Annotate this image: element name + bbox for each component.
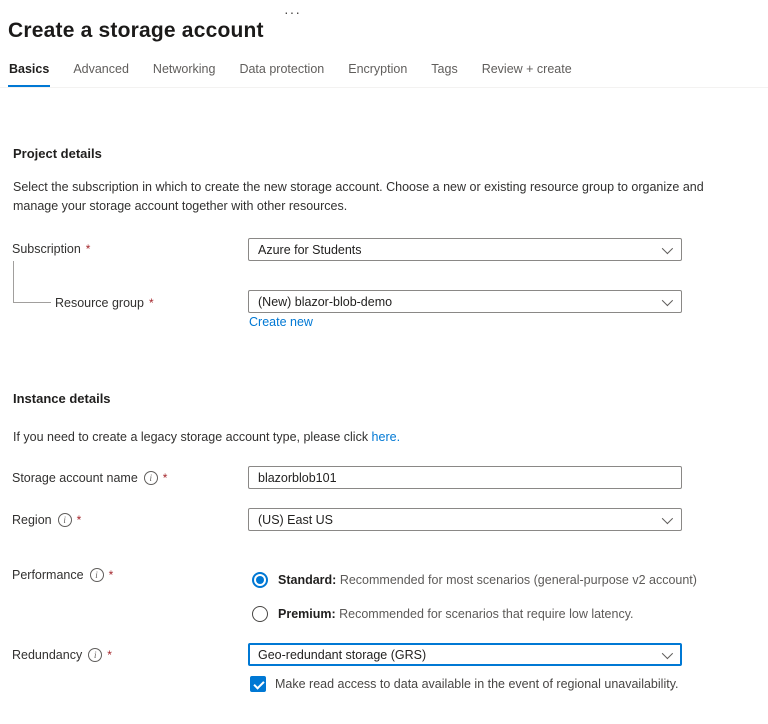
info-icon[interactable]: i (144, 471, 158, 485)
subscription-value: Azure for Students (258, 242, 362, 257)
tab-basics[interactable]: Basics (8, 60, 50, 87)
legacy-here-link[interactable]: here. (371, 430, 401, 444)
chevron-down-icon (662, 242, 673, 253)
tab-advanced[interactable]: Advanced (73, 62, 129, 76)
resource-group-label: Resource group * (55, 296, 154, 310)
page-title: Create a storage account (8, 19, 264, 43)
performance-label: Performance i * (12, 568, 114, 582)
more-options-icon[interactable]: ··· (284, 4, 301, 20)
chevron-down-icon (662, 647, 673, 658)
chevron-down-icon (662, 294, 673, 305)
read-access-checkbox-row[interactable] (250, 676, 679, 692)
performance-premium-text: Premium: Recommended for scenarios that require low latency. (278, 607, 634, 621)
tab-data-protection[interactable]: Data protection (239, 62, 325, 76)
required-asterisk: * (76, 513, 82, 527)
subscription-dropdown[interactable] (248, 238, 682, 261)
required-asterisk: * (107, 648, 112, 662)
info-icon[interactable]: i (88, 648, 102, 662)
resource-group-connector-line (13, 261, 51, 303)
redundancy-label: Redundancy i * (12, 648, 112, 662)
redundancy-value: Geo-redundant storage (GRS) (258, 647, 427, 662)
required-asterisk: * (148, 296, 154, 310)
tab-encryption[interactable]: Encryption (348, 62, 408, 76)
create-new-link[interactable]: Create new (249, 315, 313, 329)
storage-account-name-input[interactable] (248, 466, 682, 489)
radio-selected-icon[interactable] (252, 572, 268, 588)
project-details-description: Select the subscription in which to create the new storage account. Choose a new or existing resource group to organize and manage your storage account together with other resources. (13, 180, 704, 213)
performance-option-standard[interactable] (252, 572, 697, 588)
subscription-label: Subscription * (12, 242, 91, 256)
tab-networking[interactable]: Networking (152, 62, 216, 76)
chevron-down-icon (662, 512, 673, 523)
read-access-checkbox-label: Make read access to data available in the event of regional unavailability. (275, 677, 679, 691)
checkbox-checked-icon[interactable] (250, 676, 266, 692)
resource-group-value: (New) blazor-blob-demo (258, 294, 393, 309)
required-asterisk: * (162, 471, 168, 485)
project-details-heading: Project details (13, 146, 102, 161)
required-asterisk: * (108, 568, 114, 582)
tab-review-create[interactable]: Review + create (481, 62, 572, 76)
redundancy-dropdown[interactable] (248, 643, 682, 666)
legacy-note: If you need to create a legacy storage account type, please click here. (13, 430, 401, 444)
region-dropdown[interactable] (248, 508, 682, 531)
info-icon[interactable]: i (58, 513, 72, 527)
tab-tags[interactable]: Tags (431, 62, 458, 76)
radio-unselected-icon[interactable] (252, 606, 268, 622)
region-label: Region i * (12, 513, 82, 527)
performance-option-premium[interactable] (252, 606, 633, 622)
tab-bar (0, 60, 768, 88)
resource-group-dropdown[interactable] (248, 290, 682, 313)
required-asterisk: * (85, 242, 91, 256)
instance-details-heading: Instance details (13, 391, 111, 406)
region-value: (US) East US (258, 512, 334, 527)
performance-standard-text: Standard: Recommended for most scenarios (general-purpose v2 account) (278, 573, 697, 587)
info-icon[interactable]: i (90, 568, 104, 582)
storage-account-name-label: Storage account name i * (12, 471, 168, 485)
